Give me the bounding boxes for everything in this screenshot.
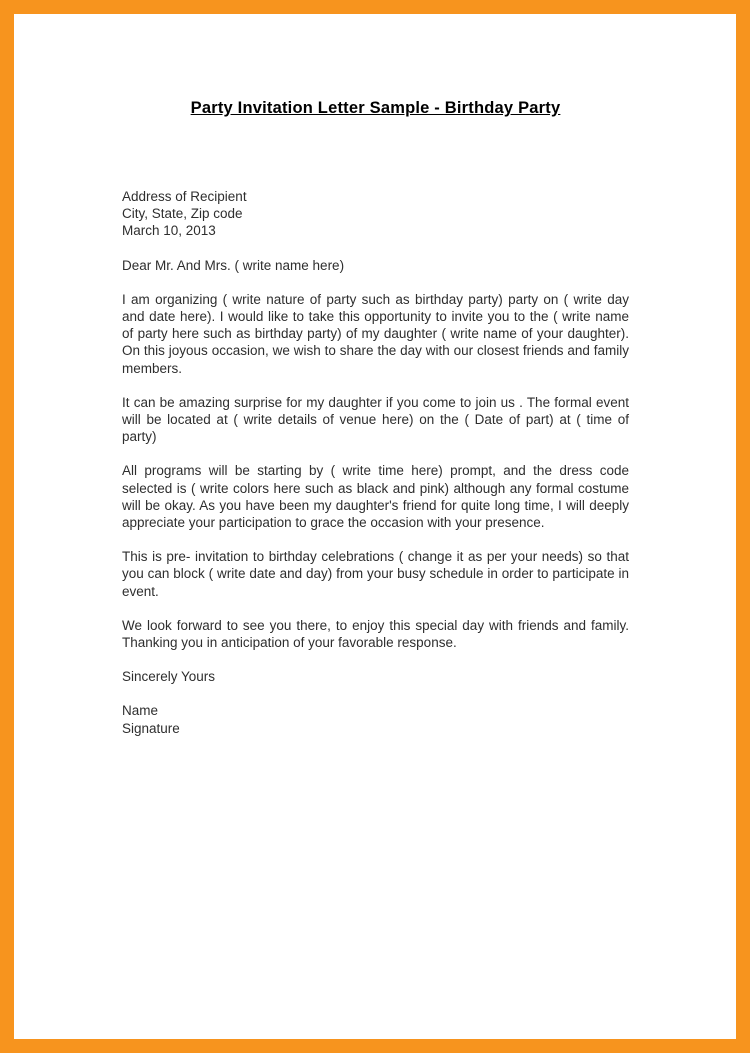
recipient-address-block — [122, 188, 629, 240]
paragraph-look-forward: We look forward to see you there, to enjoy this special day with friends and family. Thanking you in anticipation of your favorable response. — [122, 617, 629, 651]
name-label: Name — [122, 703, 159, 719]
paragraph-organizing: I am organizing ( write nature of party such as birthday party) party on ( write day and date here). I would like to take this opportunity to invite you to the ( write name of party here such as birthday party) of my daughter ( write name of your daughter). On this joyous occasion, we wish to share the day with our closest friends and family members. — [122, 291, 629, 376]
closing: Sincerely Yours — [122, 669, 216, 685]
letter-body — [122, 188, 629, 737]
letter-content — [14, 14, 736, 737]
paragraph-pre-invitation: This is pre- invitation to birthday celebrations ( change it as per your needs) so that you can block ( write date and day) from your busy schedule in order to participate in event. — [122, 549, 629, 599]
salutation: Dear Mr. And Mrs. ( write name here) — [122, 257, 345, 273]
paragraph-dress-code: All programs will be starting by ( write time here) prompt, and the dress code selected is ( write colors here such as black and pink) although any formal costume will be okay. As you have been my daughter's friend for quite long time, I will deeply appreciate your participation to grace the occasion with your presence. — [122, 463, 629, 531]
paragraph-venue: It can be amazing surprise for my daughter if you come to join us . The formal event will be located at ( write details of venue here) on the ( Date of part) at ( time of party) — [122, 394, 629, 445]
recipient-address-line: Address of Recipient — [122, 189, 247, 204]
letter-title: Party Invitation Letter Sample - Birthday Party — [190, 99, 561, 117]
recipient-city-line: City, State, Zip code — [122, 206, 243, 222]
letter-date: March 10, 2013 — [122, 223, 216, 239]
signature-label: Signature — [122, 720, 180, 736]
signature-block — [122, 702, 629, 736]
